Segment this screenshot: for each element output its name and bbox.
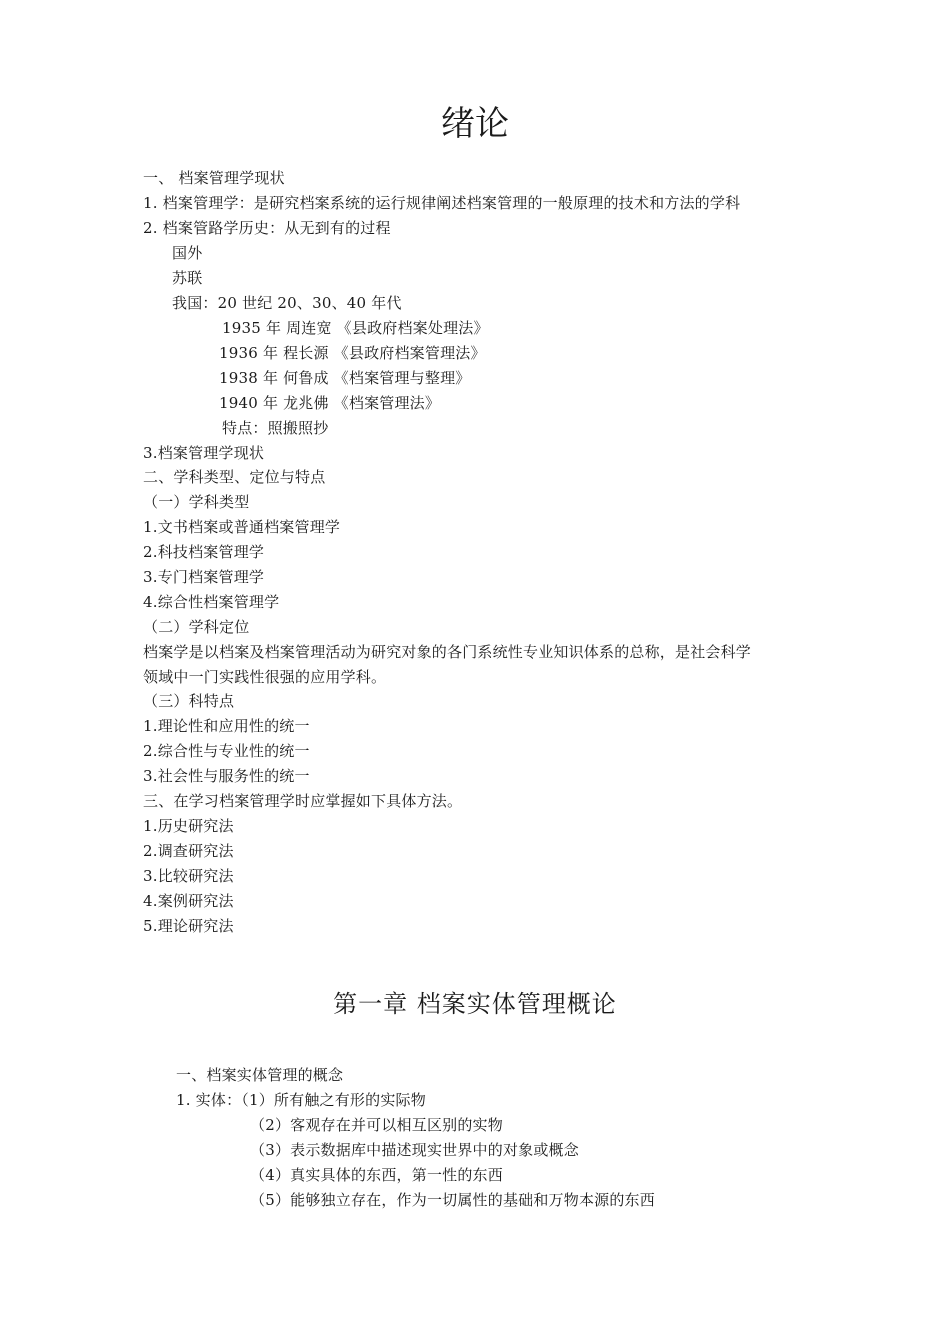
list-item: 2. 档案管路学历史：从无到有的过程 [143,219,391,237]
text-line: 苏联 [172,269,203,287]
list-item: 3.比较研究法 [143,867,234,885]
subsection-heading: （三）科特点 [143,692,235,710]
list-item: 4.综合性档案管理学 [143,593,280,611]
definition-line: （5）能够独立存在，作为一切属性的基础和万物本源的东西 [250,1191,655,1209]
list-item: 2.调查研究法 [143,842,234,860]
list-item: 2.科技档案管理学 [143,543,265,561]
list-item: 1.历史研究法 [143,817,234,835]
history-entry: 1938 年 何鲁成 《档案管理与整理》 [219,369,471,387]
section-heading: 二、学科类型、定位与特点 [143,468,326,486]
list-item: 1.文书档案或普通档案管理学 [143,518,341,536]
definition-line: （2）客观存在并可以相互区别的实物 [250,1116,503,1134]
list-item: 1.理论性和应用性的统一 [143,717,310,735]
list-item: 3.档案管理学现状 [143,444,265,462]
paragraph-line: 档案学是以档案及档案管理活动为研究对象的各门系统性专业知识体系的总称，是社会科学 [143,643,752,661]
history-entry: 1936 年 程长源 《县政府档案管理法》 [219,344,486,362]
text-line: 特点：照搬照抄 [222,419,329,437]
text-line: 我国：20 世纪 20、30、40 年代 [172,294,402,312]
section-heading: 一、档案实体管理的概念 [176,1066,344,1084]
history-entry: 1940 年 龙兆佛 《档案管理法》 [219,394,441,412]
list-item: 3.社会性与服务性的统一 [143,767,310,785]
list-item: 2.综合性与专业性的统一 [143,742,310,760]
list-item: 1. 档案管理学：是研究档案系统的运行规律阐述档案管理的一般原理的技术和方法的学科 [143,194,741,212]
history-entry: 1935 年 周连宽 《县政府档案处理法》 [222,319,489,337]
definition-line: （3）表示数据库中描述现实世界中的对象或概念 [250,1141,579,1159]
subsection-heading: （一）学科类型 [143,493,250,511]
text-line: 国外 [172,244,203,262]
chapter-title: 第一章 档案实体管理概论 [333,990,617,1018]
section-heading: 三、在学习档案管理学时应掌握如下具体方法。 [143,792,463,810]
intro-title: 绪论 [441,104,509,144]
list-item: 4.案例研究法 [143,892,234,910]
paragraph-line: 领域中一门实践性很强的应用学科。 [143,668,387,686]
list-item: 3.专门档案管理学 [143,568,265,586]
definition-line: （4）真实具体的东西，第一性的东西 [250,1166,503,1184]
subsection-heading: （二）学科定位 [143,618,250,636]
section-heading: 一、 档案管理学现状 [143,169,285,187]
list-item: 5.理论研究法 [143,917,234,935]
list-item: 1. 实体：（1）所有触之有形的实际物 [176,1091,426,1109]
